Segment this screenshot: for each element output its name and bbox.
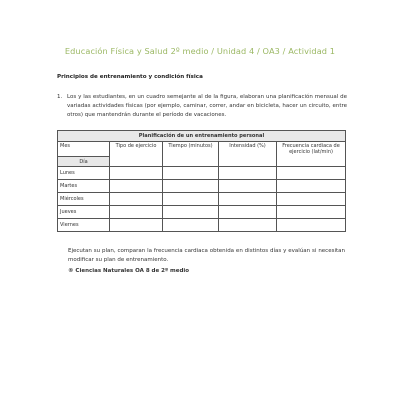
table-row [58, 193, 346, 206]
empty-cell [277, 180, 346, 193]
empty-cell [219, 180, 277, 193]
empty-cell [110, 219, 163, 232]
empty-cell [163, 167, 219, 180]
empty-cell [219, 167, 277, 180]
section-title: Principios de entrenamiento y condición física [57, 74, 203, 80]
question-item [57, 93, 347, 120]
question-text: Los y las estudiantes, en un cuadro semejante al de la figura, elaboran una planificación mensual de variadas actividades físicas (por ejemplo, caminar, correr, andar en bicicleta, hacer un circuito, entre otros) que mantendrán durante el período de vacaciones. [67, 94, 347, 119]
table-row [58, 206, 346, 219]
empty-cell [163, 219, 219, 232]
empty-cell [110, 180, 163, 193]
column-header-dia: Día [58, 157, 110, 167]
empty-cell [219, 219, 277, 232]
day-cell: Martes [58, 180, 110, 193]
table-caption-row [58, 131, 346, 142]
column-header-tiempo: Tiempo (minutos) [163, 142, 219, 167]
empty-cell [110, 206, 163, 219]
empty-cell [277, 206, 346, 219]
page-header: Educación Física y Salud 2º medio / Unidad 4 / OA3 / Actividad 1 [64, 46, 336, 56]
empty-cell [219, 193, 277, 206]
empty-cell [110, 167, 163, 180]
table-row [58, 167, 346, 180]
column-header-mes: Mes [58, 142, 110, 157]
empty-cell [163, 193, 219, 206]
day-cell: Viernes [58, 219, 110, 232]
table-row [58, 180, 346, 193]
empty-cell [219, 206, 277, 219]
table-row [58, 219, 346, 232]
training-plan-table [57, 130, 346, 232]
empty-cell [163, 206, 219, 219]
empty-cell [277, 219, 346, 232]
table-caption: Planificación de un entrenamiento personal [58, 131, 346, 142]
column-header-frecuencia: Frecuencia cardiaca de ejercicio (lat/min) [277, 142, 346, 167]
empty-cell [277, 193, 346, 206]
curriculum-reference: ® Ciencias Naturales OA 8 de 2º medio [68, 268, 190, 274]
column-header-intensidad: Intensidad (%) [219, 142, 277, 167]
question-number: 1. [57, 94, 63, 100]
instruction-note: Ejecutan su plan, comparan la frecuencia cardiaca obtenida en distintos días y evalúan si necesitan modificar su plan de entrenamiento. [68, 248, 345, 264]
empty-cell [277, 167, 346, 180]
column-header-tipo-ejercicio: Tipo de ejercicio [110, 142, 163, 167]
empty-cell [163, 180, 219, 193]
day-cell: Miércoles [58, 193, 110, 206]
day-cell: Jueves [58, 206, 110, 219]
day-cell: Lunes [58, 167, 110, 180]
empty-cell [110, 193, 163, 206]
table-header-row [58, 142, 346, 157]
